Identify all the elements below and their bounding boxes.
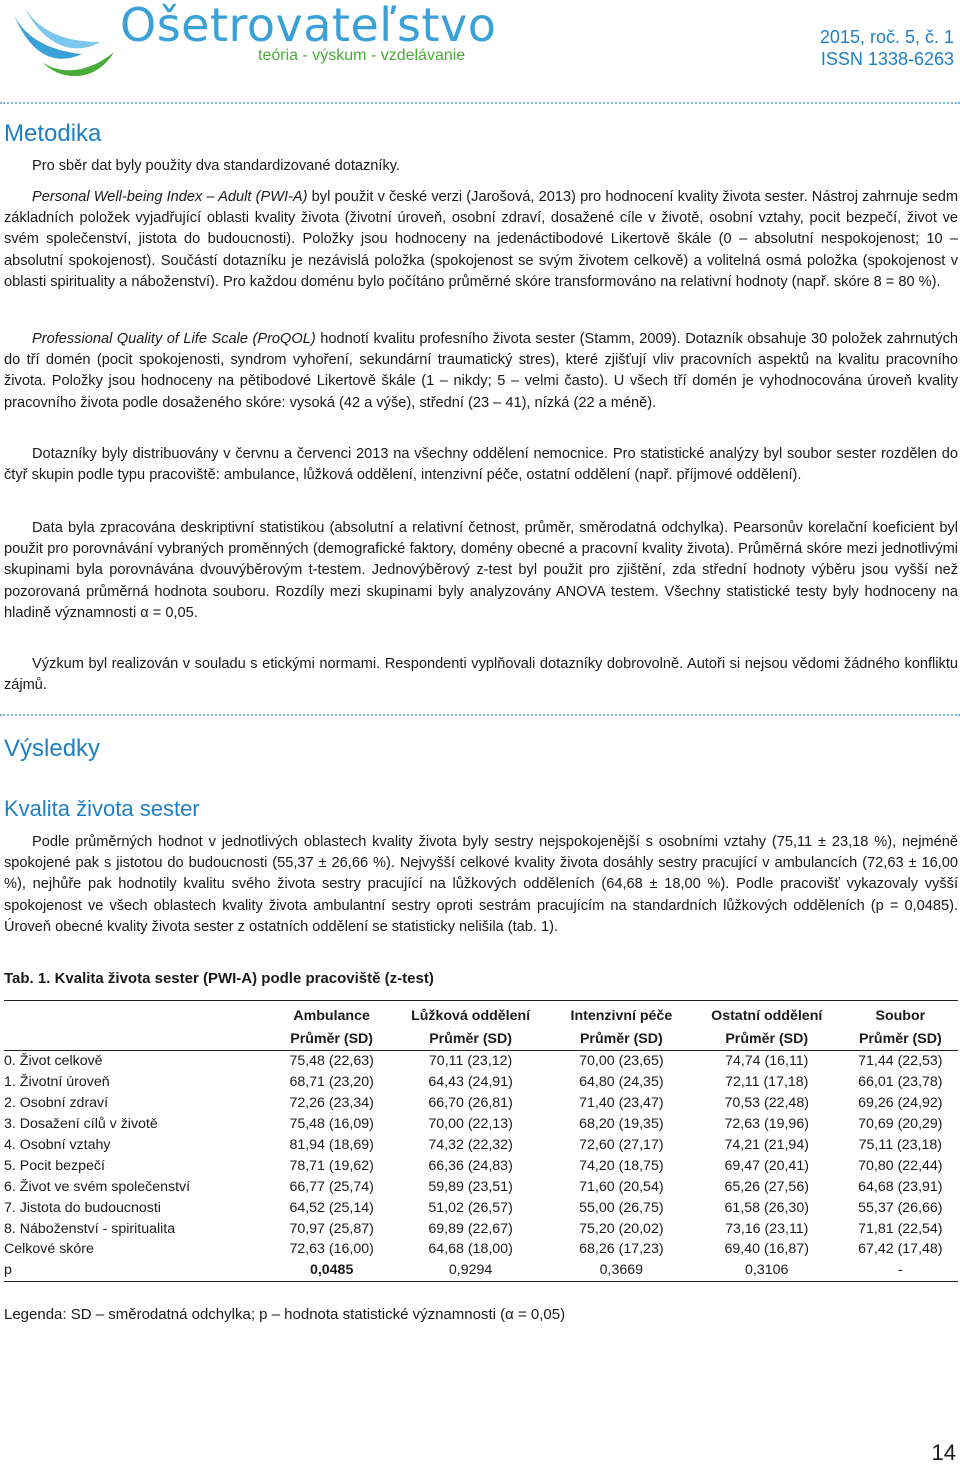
table-cell: 69,47 (20,41) (724, 1157, 809, 1174)
table-subheader-row (4, 1027, 958, 1051)
table-cell: 68,20 (19,35) (579, 1116, 664, 1133)
row-label: 2. Osobní zdraví (4, 1095, 109, 1112)
column-subheader: Průměr (SD) (290, 1030, 374, 1047)
table-caption: Tab. 1. Kvalita života sester (PWI-A) podle pracoviště (z-test) (4, 970, 434, 987)
column-header: Ambulance (293, 1007, 370, 1024)
table-cell: 73,16 (23,11) (725, 1220, 809, 1237)
paragraph-proqol (4, 329, 958, 414)
table-row (4, 1093, 958, 1114)
table-row (4, 1260, 958, 1281)
table-cell: 66,77 (25,74) (289, 1178, 374, 1195)
table-cell: 55,37 (26,66) (858, 1199, 943, 1216)
table-cell: 64,43 (24,91) (428, 1074, 513, 1091)
table-cell: 72,63 (16,00) (289, 1241, 374, 1258)
table-cell: 74,20 (18,75) (579, 1157, 664, 1174)
table-cell: 0,0485 (309, 1262, 354, 1279)
table-cell: - (897, 1262, 903, 1279)
paragraph (4, 444, 958, 486)
table-cell: 70,11 (23,12) (428, 1053, 513, 1070)
issue-info (820, 26, 954, 70)
table-cell: 74,21 (21,94) (724, 1137, 809, 1153)
paragraph-text: Dotazníky byly distribuovány v červnu a červenci 2013 na všechny oddělení nemocnice. Pro statistické analýzy byl soubor sester rozdělen do čtyř skupin podle typu pracoviště: ambulance, lůžková oddělení, intenzivní péče, ostatní oddělení (např. příjmové oddělení). (4, 446, 958, 484)
table-cell: 68,71 (23,20) (289, 1074, 374, 1091)
journal-logo-icon (2, 2, 118, 82)
table-cell: 69,26 (24,92) (858, 1095, 943, 1112)
subsection-heading: Kvalita života sester (4, 796, 200, 821)
table-row (4, 1239, 958, 1260)
table-row (4, 1051, 958, 1072)
paragraph-text: Data byla zpracována deskriptivní statistikou (absolutní a relativní četnost, průměr, směrodatná odchylka). Pearsonův korelační koeficient byl použit pro porovnávání vybraných proměnných (demografické faktory, domény obecné a pracovní kvality života). Průměrná skóre mezi jednotlivými skupinami byla porovnávána dvouvýběrovým t-testem. Jednovýběrový z-test byl použit pro zjištění, zda střední hodnoty výběru jsou vyšší než pozorovaná průměrná hodnota souboru. Rozdíly mezi skupinami byly analyzovány ANOVA testem. Všechny statistické testy byly hodnoceny na hladině významnosti α = 0,05. (4, 520, 958, 621)
table-cell: 70,69 (20,29) (858, 1116, 943, 1133)
table-row (4, 1197, 958, 1218)
table-cell: 72,26 (23,34) (289, 1095, 374, 1112)
table-cell: 69,89 (22,67) (428, 1220, 513, 1237)
table-cell: 81,94 (18,69) (289, 1137, 374, 1153)
paragraph-text: Podle průměrných hodnot v jednotlivých oblastech kvality života byly sestry nejspokojenější s osobními vztahy (75,11 ± 23,18 %), nejméně spokojené pak s jistotou do budoucnosti (55,37 ± 26,66 %). Nejvyšší celkové kvality života dosáhly sestry pracující v ambulancích (72,63 ± 16,00 %), nejhůře pak hodnotily kvalitu svého života sestry pracující na lůžkových odděleních (64,68 ± 18,00 %). Podle pracovišť vykazovaly vyšší spokojenost ve všech oblastech kvality života ambulantní sestry oproti sestrám pracujícím na standardních lůžkových odděleních (p = 0,0485). Úroveň obecné kvality života sester z ostatních oddělení se statisticky nelišila (tab. 1). (4, 834, 958, 935)
table-cell: 72,11 (17,18) (725, 1074, 809, 1091)
table-cell: 75,20 (20,02) (579, 1220, 664, 1237)
table-legend: Legenda: SD – směrodatná odchylka; p – hodnota statistické významnosti (α = 0,05) (4, 1306, 566, 1323)
column-subheader: Průměr (SD) (725, 1030, 809, 1047)
row-label: 8. Náboženství - spiritualita (4, 1220, 176, 1237)
table-cell: 75,48 (22,63) (289, 1053, 374, 1070)
paragraph (4, 832, 958, 938)
table-cell: 70,53 (22,48) (724, 1095, 809, 1112)
table-cell: 61,58 (26,30) (724, 1199, 809, 1216)
table-cell: 75,48 (16,09) (289, 1116, 374, 1133)
table-cell: 72,60 (27,17) (579, 1137, 664, 1153)
paragraph-text: hodnotí kvalitu profesního života sester (Stamm, 2009). Dotazník obsahuje 30 položek zahrnutých do tří domén (pocit spokojenosti, syndrom vyhoření, sekundární traumatický stres), které zjišťují vliv pracovních aspektů na kvalitu pracovního života. Položky jsou hodnoceny na pětibodové Likertově škále (1 – nikdy; 5 – velmi často). U všech tří domén je vyhodnocována úroveň kvality pracovního života podle dosaženého skóre: vysoká (42 a výše), střední (23 – 41), nízká (22 a méně). (4, 331, 958, 411)
divider (0, 102, 960, 104)
table-cell: 66,70 (26,81) (428, 1095, 513, 1112)
table-cell: 69,40 (16,87) (724, 1241, 809, 1258)
page-header (0, 0, 960, 100)
row-label: Celkové skóre (4, 1241, 94, 1258)
table-cell: 70,80 (22,44) (858, 1157, 943, 1174)
journal-title: Ošetrovateľstvo (120, 0, 497, 52)
column-subheader: Průměr (SD) (429, 1030, 512, 1047)
table-cell: 55,00 (26,75) (579, 1199, 664, 1216)
paragraph-text: byl použit v české verzi (Jarošová, 2013) pro hodnocení kvality života sester. Nástroj zahrnuje sedm základních položek vyjadřující oblasti kvality života (životní úroveň, osobní zdraví, dosažené cíle v životě, osobní vztahy, pocit bezpečí, život ve svém společenství, jistota do budoucnosti). Položky jsou hodnoceny na jedenáctibodové Likertově škále (0 – absolutní nespokojenost; 10 – absolutní spokojenost). Součástí dotazníku je nezávislá položka (spokojenost se svým životem celkově) a volitelná osmá položka (spokojenost v oblasti spirituality a náboženství). Pro každou doménu bylo počítáno průměrné skóre transformováno na relativní hodnoty (např. skóre 8 = 80 %). (4, 189, 958, 290)
section-heading-metodika: Metodika (4, 120, 102, 147)
row-label: 7. Jistota do budoucnosti (4, 1199, 161, 1216)
table-cell: 51,02 (26,57) (428, 1199, 513, 1216)
column-header: Lůžková oddělení (411, 1007, 531, 1024)
table-row (4, 1218, 958, 1239)
table-header-empty (4, 1004, 274, 1027)
instrument-name: Professional Quality of Life Scale (ProQOL) (32, 331, 316, 347)
column-header: Ostatní oddělení (711, 1007, 823, 1024)
table-row (4, 1135, 958, 1156)
table-cell: 67,42 (17,48) (858, 1241, 943, 1258)
table-row (4, 1176, 958, 1197)
table-row (4, 1114, 958, 1135)
paragraph (4, 156, 958, 177)
row-label: 5. Pocit bezpečí (4, 1157, 105, 1174)
table-cell: 68,26 (17,23) (579, 1241, 664, 1258)
table-cell: 78,71 (19,62) (289, 1157, 374, 1174)
table-cell: 64,52 (25,14) (289, 1199, 374, 1216)
table-top-rule (4, 1000, 958, 1001)
table-cell: 71,44 (22,53) (858, 1053, 943, 1070)
table-cell: 75,11 (23,18) (858, 1137, 942, 1153)
column-header: Soubor (875, 1007, 926, 1024)
table-cell: 66,01 (23,78) (858, 1074, 943, 1091)
results-table (4, 1004, 958, 1282)
row-label: 4. Osobní vztahy (4, 1137, 111, 1153)
table-row (4, 1155, 958, 1176)
row-label: p (4, 1262, 12, 1279)
row-label: 3. Dosažení cílů v životě (4, 1116, 158, 1133)
table-cell: 70,97 (25,87) (289, 1220, 374, 1237)
row-label: 0. Život celkově (4, 1053, 103, 1070)
row-label: 6. Život ve svém společenství (4, 1178, 191, 1195)
issn: ISSN 1338-6263 (820, 49, 954, 69)
journal-subtitle: teória - výskum - vzdelávanie (258, 47, 466, 64)
table-cell: 72,63 (19,96) (724, 1116, 809, 1133)
table-cell: 65,26 (27,56) (724, 1178, 809, 1195)
paragraph (4, 654, 958, 696)
table-cell: 64,80 (24,35) (579, 1074, 664, 1091)
table-cell: 0,9294 (448, 1262, 493, 1279)
divider (0, 714, 960, 716)
table-row (4, 1072, 958, 1093)
table-cell: 66,36 (24,83) (428, 1157, 513, 1174)
table-cell: 71,60 (20,54) (579, 1178, 664, 1195)
table-cell: 64,68 (18,00) (428, 1241, 513, 1258)
table-cell: 0,3106 (745, 1262, 789, 1279)
paragraph (4, 518, 958, 624)
paragraph-pwia (4, 187, 958, 293)
column-subheader: Průměr (SD) (579, 1030, 663, 1047)
table-cell: 59,89 (23,51) (428, 1178, 513, 1195)
column-subheader: Průměr (SD) (858, 1030, 942, 1047)
row-label: 1. Životní úroveň (4, 1074, 110, 1091)
table-cell: 0,3669 (599, 1262, 644, 1279)
paragraph-text: Pro sběr dat byly použity dva standardizované dotazníky. (32, 158, 401, 174)
section-heading-vysledky: Výsledky (4, 735, 101, 762)
table-header-empty (4, 1027, 274, 1051)
paragraph-text: Výzkum byl realizován v souladu s etickými normami. Respondenti vyplňovali dotazníky dobrovolně. Autoři si nejsou vědomi žádného konfliktu zájmů. (4, 656, 958, 694)
table-header-row (4, 1004, 958, 1027)
table-cell: 71,40 (23,47) (579, 1095, 664, 1112)
table-cell: 74,74 (16,11) (725, 1053, 809, 1070)
table-cell: 71,81 (22,54) (858, 1220, 943, 1237)
table-cell: 70,00 (23,65) (579, 1053, 664, 1070)
table-cell: 70,00 (22,13) (428, 1116, 513, 1133)
page-number: 14 (931, 1440, 956, 1465)
table-cell: 64,68 (23,91) (858, 1178, 943, 1195)
instrument-name: Personal Well-being Index – Adult (PWI-A) (32, 189, 308, 205)
issue-line: 2015, roč. 5, č. 1 (819, 27, 954, 47)
column-header: Intenzivní péče (570, 1007, 673, 1024)
table-cell: 74,32 (22,32) (428, 1137, 513, 1153)
